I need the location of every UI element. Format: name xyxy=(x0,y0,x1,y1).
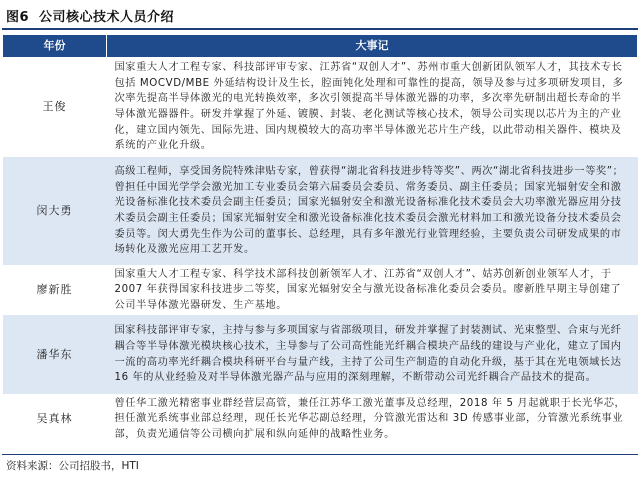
bottom-rule xyxy=(2,454,638,455)
figure-number: 图6 xyxy=(6,10,30,25)
core-staff-table xyxy=(2,34,638,444)
figure-title xyxy=(6,6,174,25)
figure-caption: 公司核心技术人员介绍 xyxy=(39,10,175,25)
person-description: 国家科技部评审专家，主持与参与多项国家与省部级项目，研发并掌握了封装测试、光束整型、合束与光纤耦合等半导体激光模块核心技术，主导参与了公司高性能光纤耦合模块产品线的建设与产业化，建立了国内一流的高功率光纤耦合模块科研平台与量产线，主持了公司生产制造的自动化升级，基于其在光电领域长达 16 年的从业经验及对半导体激光器产品与应用的深刻理解，不断带动公司光纤耦合产品技术的提高。 xyxy=(107,315,638,395)
person-description: 国家重大人才工程专家、科技部评审专家、江苏省“双创人才”、苏州市重大创新团队领军人才，其技术专长包括 MOCVD/MBE 外延结构设计及生长，腔面钝化处理和可靠性的提高，领导及参与过多项研发项目，多次率先提高半导体激光的电光转换效率，多次引领提高半导体激光器的功率，多次率先研制出超长寿命的半导体激光器器件。研发并掌握了外延、镀膜、封装、老化测试等核心技术，领导公司实现以芯片为主的产业化，建立国内领先、国际先进、国内规模较大的高功率半导体激光芯片生产线，以此带动相关器件、模块及系统的产业化升级。 xyxy=(107,58,638,157)
person-name: 吴真林 xyxy=(3,395,107,444)
table-row xyxy=(3,58,638,157)
table-row xyxy=(3,266,638,315)
top-rule xyxy=(2,28,638,30)
source-note: 资料来源：公司招股书，HTI xyxy=(6,460,139,472)
person-description: 曾任华工激光精密事业群经营层高管，兼任江苏华工激光董事及总经理，2018 年 5 月起就职于长光华芯，担任激光系统事业部总经理，现任长光华芯副总经理，分管激光雷达和 3D 传感事业部，分管激光系统事业部，负责光通信等公司横向扩展和纵向延伸的战略性业务。 xyxy=(107,395,638,444)
table-header-row xyxy=(3,35,638,58)
person-name: 潘华东 xyxy=(3,315,107,395)
column-header-events: 大事记 xyxy=(107,35,638,58)
table-row xyxy=(3,157,638,266)
table-row xyxy=(3,395,638,444)
person-name: 廖新胜 xyxy=(3,266,107,315)
person-description: 高级工程师，享受国务院特殊津贴专家，曾获得“湖北省科技进步特等奖”、两次“湖北省科技进步一等奖”；曾担任中国光学学会激光加工专业委员会第六届委员会委员、常务委员、副主任委员；国家光辐射安全和激光设备标准化技术委员会副主任委员；国家光辐射安全和激光设备标准化技术委员会大功率激光器应用分技术委员会副主任委员；国家光辐射安全和激光设备标准化技术委员会激光材料加工和激光设备分技术委员会委员等。闵大勇先生作为公司的董事长、总经理，具有多年激光行业管理经验，主要负责公司研发成果的市场转化及激光应用工艺开发。 xyxy=(107,157,638,266)
person-description: 国家重大人才工程专家、科学技术部科技创新领军人才、江苏省“双创人才”、姑苏创新创业领军人才，于 2007 年获得国家科技进步二等奖，国家光辐射安全与激光设备标准化委员会委员。廖新胜早期主导创建了公司半导体激光器研发、生产基地。 xyxy=(107,266,638,315)
table-row xyxy=(3,315,638,395)
column-header-year: 年份 xyxy=(3,35,107,58)
person-name: 王俊 xyxy=(3,58,107,157)
person-name: 闵大勇 xyxy=(3,157,107,266)
